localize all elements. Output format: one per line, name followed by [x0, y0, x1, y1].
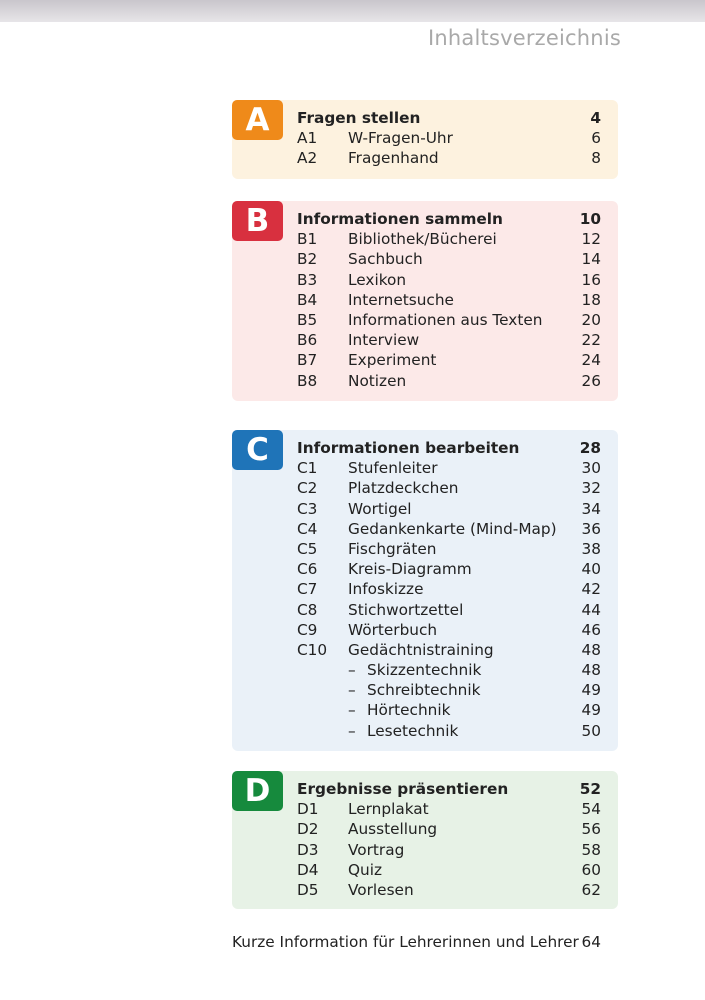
entry-code: C2 — [297, 479, 318, 498]
entry-code: C9 — [297, 620, 318, 639]
entry-label: Wörterbuch — [348, 620, 438, 639]
page-number: 46 — [581, 620, 601, 639]
entry-label: Informationen aus Texten — [348, 310, 543, 329]
section-heading[interactable] — [297, 438, 601, 458]
page-number: 30 — [581, 459, 601, 478]
section-d — [232, 771, 618, 909]
entry-label: Internetsuche — [348, 290, 454, 309]
entry-code: D4 — [297, 860, 319, 879]
entry-label: Experiment — [348, 351, 437, 370]
entry-code: B3 — [297, 270, 318, 289]
page-number: 4 — [590, 109, 601, 127]
page-number: 18 — [581, 290, 601, 309]
section-a — [232, 100, 618, 179]
toc-entry[interactable] — [297, 840, 601, 860]
entry-label: Schreibtechnik — [367, 681, 481, 700]
toc-entry[interactable] — [297, 499, 601, 519]
section-d-badge: D — [232, 771, 283, 811]
toc-entry[interactable] — [297, 819, 601, 839]
entry-label: Wortigel — [348, 499, 412, 518]
page-number: 8 — [591, 149, 601, 168]
entry-code: C3 — [297, 499, 318, 518]
top-bar — [0, 0, 705, 22]
toc-entry[interactable] — [297, 249, 601, 269]
entry-code: C8 — [297, 600, 318, 619]
entry-label: Vortrag — [348, 840, 405, 859]
dash-marker: – — [348, 661, 356, 680]
entry-label: Notizen — [348, 371, 407, 390]
entry-label: Quiz — [348, 860, 383, 879]
entry-code: C1 — [297, 459, 318, 478]
page-number: 49 — [581, 681, 601, 700]
toc-entry[interactable] — [297, 539, 601, 559]
page-title: Inhaltsverzeichnis — [428, 26, 621, 50]
toc-entry[interactable] — [297, 229, 601, 249]
section-heading[interactable] — [297, 779, 601, 799]
section-heading[interactable] — [297, 209, 601, 229]
entry-label: Lesetechnik — [367, 721, 459, 740]
toc-entry[interactable] — [297, 458, 601, 478]
entry-code: B7 — [297, 351, 318, 370]
page-number: 62 — [581, 880, 601, 899]
toc-entry[interactable] — [297, 350, 601, 370]
section-title: Fragen stellen — [297, 109, 421, 127]
page-number: 52 — [579, 780, 601, 798]
page-number: 14 — [581, 250, 601, 269]
toc-entry[interactable] — [297, 600, 601, 620]
section-b — [232, 201, 618, 401]
page-number: 36 — [581, 519, 601, 538]
entry-label: Bibliothek/Bücherei — [348, 230, 497, 249]
toc-entry[interactable] — [297, 371, 601, 391]
toc-entry[interactable] — [297, 860, 601, 880]
entry-code: D5 — [297, 880, 319, 899]
page-number: 58 — [581, 840, 601, 859]
toc-entry[interactable] — [297, 290, 601, 310]
entry-label: Interview — [348, 331, 420, 350]
toc-entry[interactable] — [297, 148, 601, 168]
page-number: 6 — [591, 129, 601, 148]
page-number: 42 — [581, 580, 601, 599]
entry-label: Vorlesen — [348, 880, 414, 899]
toc-entry[interactable] — [297, 880, 601, 900]
toc-entry[interactable] — [297, 128, 601, 148]
toc-subentry[interactable] — [297, 700, 601, 720]
toc-entry[interactable] — [297, 519, 601, 539]
entry-code: C10 — [297, 640, 328, 659]
entry-label: Fischgräten — [348, 539, 437, 558]
entry-label: Fragenhand — [348, 149, 439, 168]
page-number: 60 — [581, 860, 601, 879]
section-b-badge: B — [232, 201, 283, 241]
page-number: 10 — [579, 210, 601, 228]
page-number: 44 — [581, 600, 601, 619]
page-number: 64 — [581, 933, 601, 951]
page-number: 56 — [581, 820, 601, 839]
page-number: 48 — [581, 661, 601, 680]
section-heading[interactable] — [297, 108, 601, 128]
toc-entry[interactable] — [297, 799, 601, 819]
page-number: 12 — [581, 230, 601, 249]
entry-label: Ausstellung — [348, 820, 438, 839]
dash-marker: – — [348, 681, 356, 700]
entry-label: Stichwortzettel — [348, 600, 464, 619]
entry-code: B4 — [297, 290, 318, 309]
entry-code: B5 — [297, 310, 318, 329]
entry-label: W-Fragen-Uhr — [348, 129, 453, 148]
section-c-badge: C — [232, 430, 283, 470]
teacher-info-entry[interactable] — [232, 932, 601, 953]
page-number: 48 — [581, 640, 601, 659]
entry-label: Kreis-Diagramm — [348, 560, 472, 579]
page-number: 28 — [579, 439, 601, 457]
section-title: Ergebnisse präsentieren — [297, 780, 509, 798]
page-number: 34 — [581, 499, 601, 518]
entry-label: Kurze Information für Lehrerinnen und Lehrer — [232, 933, 579, 951]
toc-entry[interactable] — [297, 620, 601, 640]
section-title: Informationen bearbeiten — [297, 439, 520, 457]
entry-label: Infoskizze — [348, 580, 424, 599]
entry-code: B8 — [297, 371, 318, 390]
page-number: 50 — [581, 721, 601, 740]
toc-subentry[interactable] — [297, 721, 601, 741]
entry-label: Lexikon — [348, 270, 407, 289]
toc-entry[interactable] — [297, 579, 601, 599]
dash-marker: – — [348, 701, 356, 720]
page-number: 16 — [581, 270, 601, 289]
entry-label: Lernplakat — [348, 800, 429, 819]
page-number: 32 — [581, 479, 601, 498]
toc-entry[interactable] — [297, 559, 601, 579]
toc-subentry[interactable] — [297, 680, 601, 700]
toc-entry[interactable] — [297, 478, 601, 498]
entry-code: D1 — [297, 800, 319, 819]
toc-entry[interactable] — [297, 270, 601, 290]
page-number: 40 — [581, 560, 601, 579]
entry-label: Platzdeckchen — [348, 479, 459, 498]
entry-label: Stufenleiter — [348, 459, 438, 478]
entry-code: C5 — [297, 539, 318, 558]
entry-label: Gedankenkarte (Mind-Map) — [348, 519, 557, 538]
toc-entry[interactable] — [297, 330, 601, 350]
page-number: 24 — [581, 351, 601, 370]
entry-code: A2 — [297, 149, 318, 168]
toc-subentry[interactable] — [297, 660, 601, 680]
entry-code: B2 — [297, 250, 318, 269]
section-c — [232, 430, 618, 751]
entry-code: D3 — [297, 840, 319, 859]
page-number: 26 — [581, 371, 601, 390]
entry-code: A1 — [297, 129, 318, 148]
entry-label: Gedächtnistraining — [348, 640, 494, 659]
entry-code: B6 — [297, 331, 318, 350]
page-number: 38 — [581, 539, 601, 558]
section-a-badge: A — [232, 100, 283, 140]
entry-label: Sachbuch — [348, 250, 423, 269]
page-number: 49 — [581, 701, 601, 720]
dash-marker: – — [348, 721, 356, 740]
entry-code: D2 — [297, 820, 319, 839]
page-number: 20 — [581, 310, 601, 329]
entry-code: C4 — [297, 519, 318, 538]
page-number: 22 — [581, 331, 601, 350]
entry-code: B1 — [297, 230, 318, 249]
entry-label: Hörtechnik — [367, 701, 451, 720]
toc-entry[interactable] — [297, 640, 601, 660]
section-title: Informationen sammeln — [297, 210, 503, 228]
entry-code: C7 — [297, 580, 318, 599]
entry-label: Skizzentechnik — [367, 661, 482, 680]
toc-entry[interactable] — [297, 310, 601, 330]
page-number: 54 — [581, 800, 601, 819]
entry-code: C6 — [297, 560, 318, 579]
